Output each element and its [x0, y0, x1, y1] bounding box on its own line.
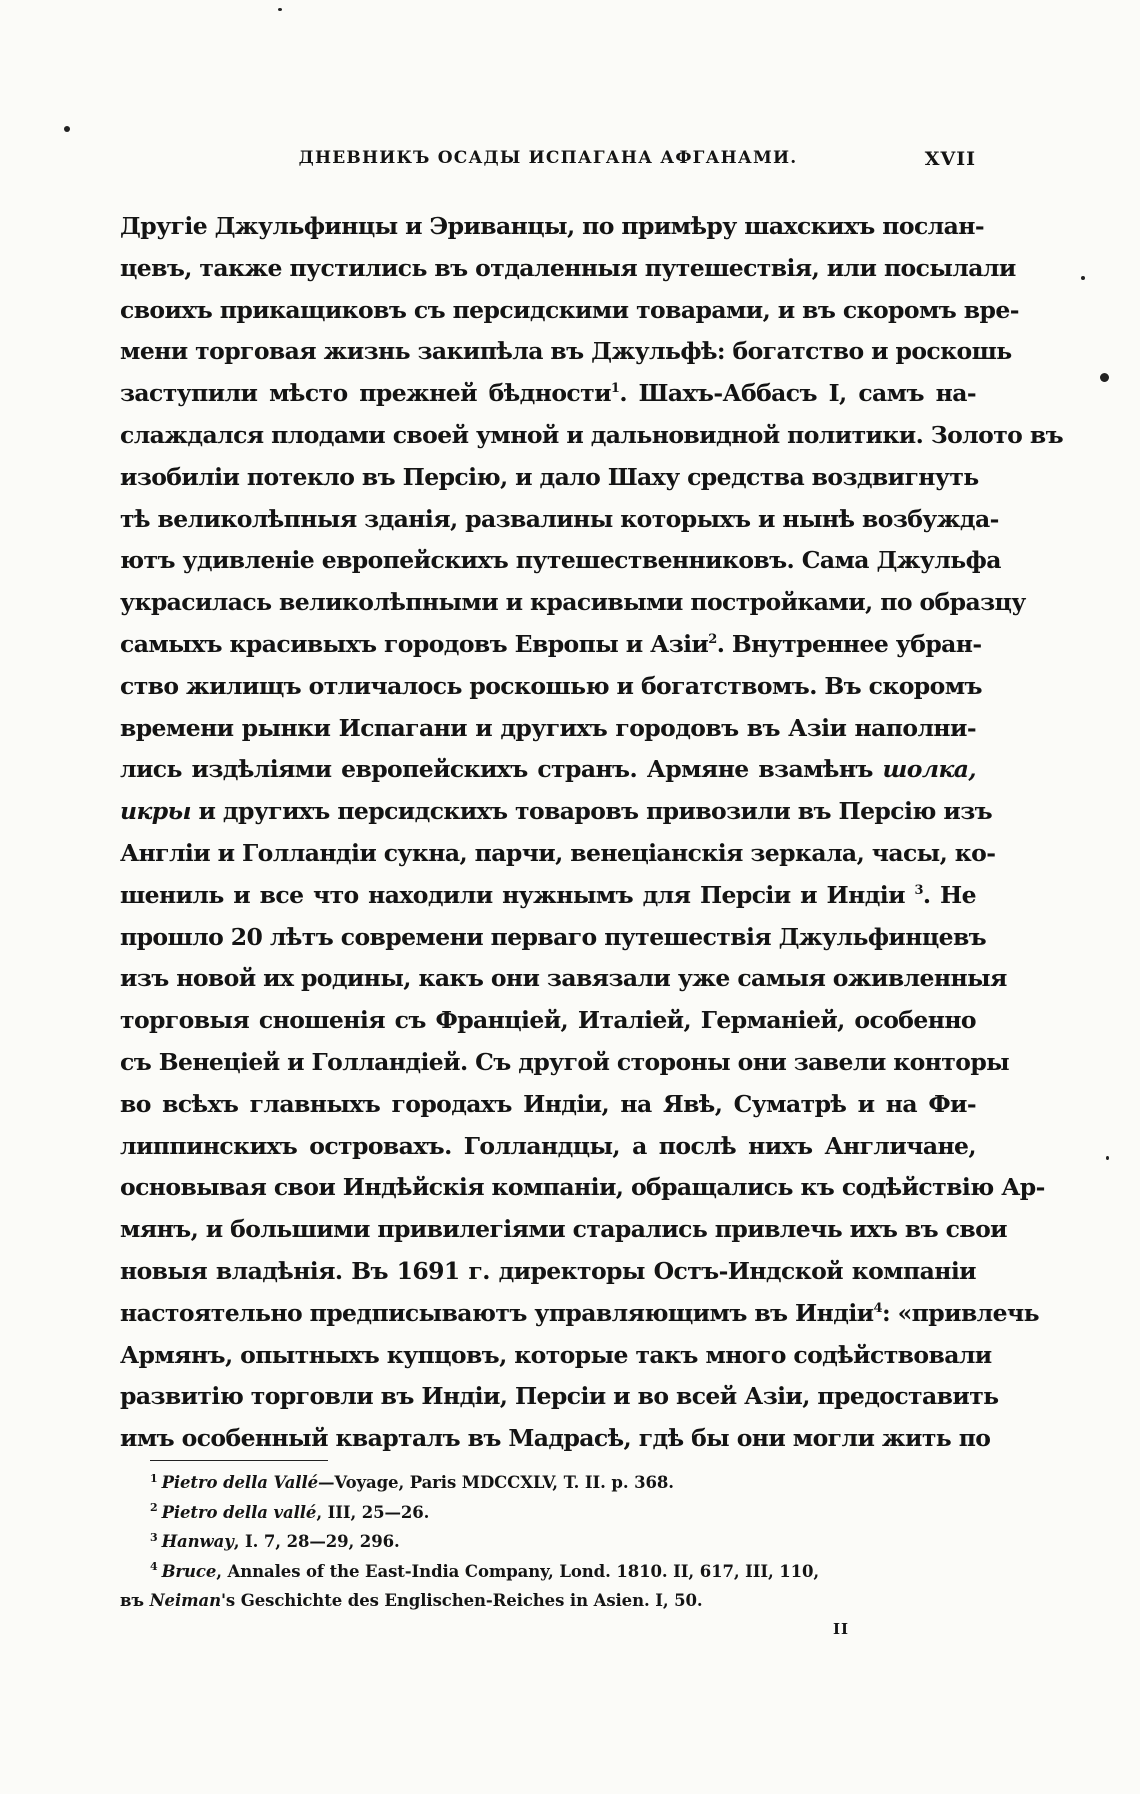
- footnote-number: 1: [150, 1471, 158, 1485]
- scan-speck: [1081, 276, 1085, 280]
- text-line: мянъ, и большими привилегіями старались привлечь ихъ въ свои: [120, 1215, 1007, 1244]
- footnote-text: въ: [120, 1591, 150, 1610]
- scan-speck: [1100, 373, 1109, 382]
- text-line: имъ особенный кварталъ въ Мадрасѣ, гдѣ бы они могли жить по: [120, 1424, 991, 1453]
- text-line: слаждался плодами своей умной и дальновидной политики. Золото въ: [120, 420, 1063, 449]
- text-line: мени торговая жизнь закипѣла въ Джульфѣ: богатство и роскошь: [120, 337, 1012, 366]
- footnote-author: Hanway: [161, 1532, 234, 1551]
- footnote-number: 2: [150, 1501, 158, 1514]
- text-line: во всѣхъ главныхъ городахъ Индіи, на Явѣ, Суматрѣ и на Фи-: [120, 1089, 976, 1118]
- main-text: [120, 206, 1063, 1460]
- scan-speck: [1106, 1156, 1109, 1160]
- footnote-number: 3: [150, 1530, 158, 1544]
- footnote-3: [150, 1527, 976, 1557]
- footnote-divider: [150, 1460, 328, 1461]
- text-fragment: . Внутреннее убран-: [716, 629, 982, 658]
- text-line: [120, 791, 993, 833]
- footnote-ref: 2: [708, 632, 717, 648]
- text-line: [120, 749, 976, 791]
- footnote-text: 's Geschichte des Englischen-Reiches in Asien. I, 50.: [220, 1591, 703, 1610]
- text-fragment: шениль и все что находили нужнымъ для Персіи и Индіи: [120, 880, 905, 909]
- footnote-author: Neiman: [149, 1591, 221, 1610]
- footnote-ref: 4: [873, 1300, 882, 1316]
- italic-term: шолка,: [882, 755, 976, 784]
- text-line: [120, 373, 976, 415]
- footnote-4: [150, 1557, 976, 1587]
- footnote-ref: 1: [610, 381, 620, 397]
- text-fragment: . Шахъ-Аббасъ I, самъ на-: [619, 379, 976, 408]
- text-line: ютъ удивленіе европейскихъ путешественниковъ. Сама Джульфа: [120, 546, 1001, 575]
- signature-mark: II: [833, 1620, 850, 1638]
- text-line: изъ новой их родины, какъ они завязали уже самыя оживленныя: [120, 964, 1007, 993]
- text-line: липпинскихъ островахъ. Голландцы, а послѣ нихъ Англичане,: [120, 1131, 976, 1160]
- text-fragment: настоятельно предписываютъ управляющимъ въ Индіи: [120, 1298, 874, 1327]
- text-line: [120, 624, 982, 666]
- footnote-number: 4: [150, 1560, 158, 1573]
- text-fragment: . Не: [922, 880, 976, 909]
- footnote-text: , Annales of the East-India Company, Lond. 1810. II, 617, III, 110,: [216, 1561, 820, 1581]
- footnote-author: Pietro della vallé: [161, 1502, 317, 1522]
- text-line: развитію торговли въ Индіи, Персіи и во всей Азіи, предоставить: [120, 1382, 999, 1411]
- text-line: украсилась великолѣпными и красивыми постройками, по образцу: [120, 588, 1026, 617]
- footnotes: [120, 1468, 976, 1616]
- footnote-text: , I. 7, 28—29, 296.: [233, 1532, 400, 1551]
- text-fragment: лись издѣліями европейскихъ странъ. Армяне взамѣнъ: [120, 755, 873, 784]
- text-line: прошло 20 лѣтъ современи перваго путешествія Джульфинцевъ: [120, 922, 987, 951]
- text-fragment: : «привлечь: [881, 1298, 1039, 1327]
- text-fragment: заступили мѣсто прежней бѣдности: [120, 379, 611, 408]
- footnote-4-continued: [120, 1586, 976, 1616]
- text-line: новыя владѣнія. Въ 1691 г. директоры Остъ-Индской компаніи: [120, 1256, 976, 1285]
- text-line: тѣ великолѣпныя зданія, развалины которыхъ и нынѣ возбужда-: [120, 504, 999, 533]
- text-line: ство жилищъ отличалось роскошью и богатствомъ. Въ скоромъ: [120, 671, 982, 700]
- text-line: Армянъ, опытныхъ купцовъ, которые такъ много содѣйствовали: [120, 1340, 992, 1369]
- text-line: времени рынки Испагани и другихъ городовъ въ Азіи наполни-: [120, 713, 976, 742]
- footnote-ref: 3: [914, 882, 923, 898]
- text-line: своихъ прикащиковъ съ персидскими товарами, и въ скоромъ вре-: [120, 295, 1019, 324]
- footnote-author: Pietro della Vallé: [161, 1473, 319, 1492]
- text-line: торговыя сношенія съ Франціей, Италіей, Германіей, особенно: [120, 1006, 976, 1035]
- footnote-text: , III, 25—26.: [316, 1502, 430, 1522]
- text-line: [120, 1293, 1039, 1335]
- text-line: Англіи и Голландіи сукна, парчи, венеціанскія зеркала, часы, ко-: [120, 838, 996, 867]
- footnote-text: —Voyage, Paris MDCCXLV, T. II. p. 368.: [318, 1473, 674, 1492]
- text-line: съ Венеціей и Голландіей. Съ другой стороны они завели конторы: [120, 1047, 1010, 1076]
- page-number: XVII: [924, 148, 976, 170]
- footnote-2: [150, 1498, 976, 1528]
- footnote-1: [150, 1468, 976, 1498]
- italic-term: икры: [120, 797, 191, 826]
- text-line: Другіе Джульфинцы и Эриванцы, по примѣру шахскихъ послан-: [120, 212, 985, 240]
- running-title: ДНЕВНИКЪ ОСАДЫ ИСПАГАНА АФГАНАМИ.: [298, 148, 798, 168]
- text-line: цевъ, также пустились въ отдаленныя путешествія, или посылали: [120, 253, 1016, 282]
- text-fragment: и другихъ персидскихъ товаровъ привозили въ Персію изъ: [190, 797, 993, 826]
- text-fragment: самыхъ красивыхъ городовъ Европы и Азіи: [120, 629, 709, 658]
- text-line: изобиліи потекло въ Персію, и дало Шаху средства воздвигнуть: [120, 462, 979, 491]
- text-line: [120, 875, 976, 917]
- scan-speck: [278, 8, 282, 11]
- text-line: основывая свои Индѣйскія компаніи, обращались къ содѣйствію Ар-: [120, 1173, 1045, 1202]
- scan-speck: [64, 126, 70, 132]
- running-head: [120, 148, 976, 182]
- footnote-author: Bruce: [161, 1561, 217, 1581]
